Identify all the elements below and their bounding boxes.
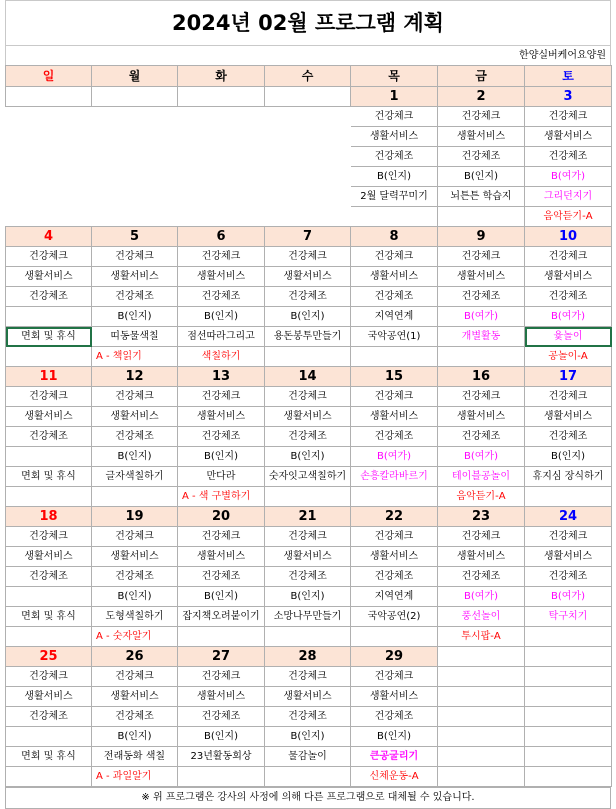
program-row (6, 467, 612, 487)
program-cell[interactable]: 생활서비스 (265, 407, 351, 427)
program-cell[interactable]: 건강체조 (6, 707, 92, 727)
date-cell[interactable]: 25 (6, 647, 92, 667)
program-cell[interactable] (525, 727, 612, 747)
program-cell[interactable]: 건강체조 (6, 427, 92, 447)
program-cell[interactable] (438, 667, 525, 687)
program-cell[interactable]: 건강체크 (525, 247, 612, 267)
program-cell[interactable] (92, 187, 178, 207)
program-cell[interactable]: 건강체조 (265, 567, 351, 587)
program-cell[interactable]: 건강체크 (525, 387, 612, 407)
program-cell[interactable] (6, 487, 92, 507)
weekday-header-mon[interactable]: 월 (92, 66, 178, 87)
program-cell[interactable] (351, 627, 438, 647)
program-cell[interactable]: A - 색 구별하기 (178, 487, 265, 507)
program-cell[interactable]: A - 과일알기 (92, 767, 178, 787)
program-cell[interactable] (265, 767, 351, 787)
program-cell[interactable]: 건강체크 (92, 527, 178, 547)
program-row (6, 107, 612, 127)
program-row (6, 707, 612, 727)
program-cell[interactable]: 건강체크 (92, 387, 178, 407)
program-cell[interactable] (525, 487, 612, 507)
program-cell[interactable]: 용돈봉투만들기 (265, 327, 351, 347)
date-cell[interactable]: 28 (265, 647, 351, 667)
program-row (6, 667, 612, 687)
program-cell[interactable]: 생활서비스 (351, 687, 438, 707)
program-cell[interactable]: 국악공연(1) (351, 327, 438, 347)
date-cell[interactable]: 4 (6, 227, 92, 247)
program-cell[interactable] (265, 147, 351, 167)
program-cell[interactable]: 생활서비스 (265, 687, 351, 707)
program-cell[interactable] (92, 127, 178, 147)
program-cell[interactable]: B(여가) (525, 307, 612, 327)
program-cell[interactable]: 건강체조 (351, 567, 438, 587)
schedule-sheet (5, 0, 611, 809)
date-cell[interactable] (525, 647, 612, 667)
program-cell[interactable] (178, 187, 265, 207)
weekday-header-thu[interactable]: 목 (351, 66, 438, 87)
note-table (5, 787, 611, 809)
program-cell[interactable]: 소망나무만들기 (265, 607, 351, 627)
program-row (6, 487, 612, 507)
program-cell[interactable]: B(인지) (265, 447, 351, 467)
program-cell[interactable]: 생활서비스 (351, 267, 438, 287)
date-cell[interactable]: 6 (178, 227, 265, 247)
date-cell[interactable]: 15 (351, 367, 438, 387)
program-cell[interactable]: 건강체조 (265, 287, 351, 307)
program-cell[interactable]: 윷놀이 (525, 327, 612, 347)
date-cell[interactable] (6, 87, 92, 107)
program-cell[interactable]: 생활서비스 (438, 407, 525, 427)
date-cell[interactable]: 24 (525, 507, 612, 527)
program-cell[interactable] (92, 207, 178, 227)
program-row (6, 167, 612, 187)
program-cell[interactable]: 생활서비스 (178, 687, 265, 707)
date-row (6, 647, 612, 667)
program-cell[interactable] (178, 167, 265, 187)
date-cell[interactable]: 18 (6, 507, 92, 527)
program-cell[interactable]: 건강체조 (92, 427, 178, 447)
program-cell[interactable]: B(인지) (525, 447, 612, 467)
program-cell[interactable]: 건강체크 (178, 387, 265, 407)
program-cell[interactable]: 건강체조 (525, 427, 612, 447)
program-cell[interactable]: 생활서비스 (438, 547, 525, 567)
program-cell[interactable] (265, 167, 351, 187)
program-cell[interactable]: 색칠하기 (178, 347, 265, 367)
date-cell[interactable]: 20 (178, 507, 265, 527)
program-cell[interactable]: 23년활동회상 (178, 747, 265, 767)
program-cell[interactable]: 건강체크 (525, 527, 612, 547)
date-cell[interactable]: 1 (351, 87, 438, 107)
weekday-header-tue[interactable]: 화 (178, 66, 265, 87)
program-cell[interactable]: 면회 및 휴식 (6, 467, 92, 487)
program-cell[interactable] (438, 347, 525, 367)
date-cell[interactable]: 22 (351, 507, 438, 527)
program-row (6, 287, 612, 307)
program-cell[interactable] (6, 347, 92, 367)
program-cell[interactable] (6, 767, 92, 787)
program-cell[interactable]: 물감놀이 (265, 747, 351, 767)
program-cell[interactable] (178, 147, 265, 167)
program-cell[interactable] (351, 347, 438, 367)
program-cell[interactable]: 건강체조 (265, 427, 351, 447)
program-cell[interactable]: 생활서비스 (178, 267, 265, 287)
program-cell[interactable]: 건강체조 (265, 707, 351, 727)
program-cell[interactable]: 뇌튼튼 학습지 (438, 187, 525, 207)
program-cell[interactable]: 생활서비스 (92, 267, 178, 287)
program-cell[interactable] (265, 347, 351, 367)
program-cell[interactable] (6, 147, 92, 167)
program-cell[interactable]: 건강체크 (351, 667, 438, 687)
program-cell[interactable]: 생활서비스 (525, 267, 612, 287)
program-row (6, 747, 612, 767)
date-cell[interactable] (265, 87, 351, 107)
program-cell[interactable]: 전래동화 색칠 (92, 747, 178, 767)
program-cell[interactable]: 건강체조 (438, 287, 525, 307)
program-cell[interactable] (6, 207, 92, 227)
program-cell[interactable]: 생활서비스 (6, 267, 92, 287)
program-cell[interactable]: 큰공굴리기 (351, 747, 438, 767)
program-cell[interactable] (525, 767, 612, 787)
program-cell[interactable] (351, 487, 438, 507)
program-cell[interactable]: 건강체크 (6, 527, 92, 547)
date-cell[interactable]: 9 (438, 227, 525, 247)
date-row (6, 227, 612, 247)
date-cell[interactable]: 29 (351, 647, 438, 667)
program-row (6, 307, 612, 327)
program-cell[interactable]: 건강체크 (92, 247, 178, 267)
program-cell[interactable]: 건강체조 (351, 147, 438, 167)
date-cell[interactable]: 5 (92, 227, 178, 247)
date-cell[interactable]: 12 (92, 367, 178, 387)
program-cell[interactable]: B(인지) (265, 307, 351, 327)
program-cell[interactable] (6, 627, 92, 647)
program-cell[interactable]: B(여가) (438, 447, 525, 467)
program-cell[interactable] (92, 107, 178, 127)
date-cell[interactable] (92, 87, 178, 107)
program-row (6, 447, 612, 467)
program-cell[interactable]: 생활서비스 (178, 547, 265, 567)
program-cell[interactable]: B(인지) (178, 447, 265, 467)
program-cell[interactable]: 생활서비스 (351, 407, 438, 427)
program-cell[interactable] (178, 127, 265, 147)
program-cell[interactable] (525, 687, 612, 707)
program-cell[interactable]: B(여가) (438, 307, 525, 327)
program-cell[interactable]: 건강체조 (351, 287, 438, 307)
date-cell[interactable]: 27 (178, 647, 265, 667)
program-cell[interactable]: B(인지) (178, 587, 265, 607)
program-cell[interactable]: 건강체조 (525, 567, 612, 587)
program-cell[interactable] (525, 707, 612, 727)
program-cell[interactable]: 건강체조 (92, 567, 178, 587)
program-cell[interactable]: B(인지) (92, 307, 178, 327)
date-cell[interactable] (438, 647, 525, 667)
program-cell[interactable]: 생활서비스 (438, 267, 525, 287)
date-cell[interactable]: 16 (438, 367, 525, 387)
program-row (6, 127, 612, 147)
program-cell[interactable] (265, 487, 351, 507)
program-cell[interactable]: 건강체크 (351, 247, 438, 267)
program-cell[interactable]: B(인지) (265, 727, 351, 747)
program-cell[interactable]: 건강체크 (351, 527, 438, 547)
organization-name[interactable]: 한양실버케어요양원 (5, 45, 611, 65)
program-cell[interactable]: 공놀이-A (525, 347, 612, 367)
program-row (6, 207, 612, 227)
program-cell[interactable]: 휴지심 장식하기 (525, 467, 612, 487)
program-cell[interactable]: 건강체조 (178, 427, 265, 447)
date-cell[interactable]: 17 (525, 367, 612, 387)
program-cell[interactable]: 생활서비스 (525, 127, 612, 147)
program-cell[interactable]: 생활서비스 (92, 407, 178, 427)
date-row (6, 367, 612, 387)
program-cell[interactable]: 생활서비스 (438, 127, 525, 147)
program-cell[interactable]: A - 책읽기 (92, 347, 178, 367)
program-cell[interactable]: 건강체조 (92, 287, 178, 307)
program-cell[interactable]: B(인지) (178, 727, 265, 747)
program-cell[interactable] (178, 767, 265, 787)
program-cell[interactable]: B(인지) (92, 447, 178, 467)
program-cell[interactable]: B(인지) (92, 587, 178, 607)
footnote[interactable]: ※ 위 프로그램은 강사의 사정에 의해 다른 프로그램으로 대체될 수 있습니다. (6, 788, 611, 809)
program-cell[interactable]: 건강체크 (351, 387, 438, 407)
program-cell[interactable]: 만다라 (178, 467, 265, 487)
program-cell[interactable]: B(인지) (265, 587, 351, 607)
program-cell[interactable] (92, 147, 178, 167)
program-cell[interactable] (525, 667, 612, 687)
program-row (6, 567, 612, 587)
program-cell[interactable] (438, 727, 525, 747)
program-cell[interactable]: 건강체크 (438, 247, 525, 267)
date-cell[interactable]: 10 (525, 227, 612, 247)
program-cell[interactable]: 개별활동 (438, 327, 525, 347)
program-cell[interactable]: 숫자잇고색칠하기 (265, 467, 351, 487)
program-cell[interactable] (178, 107, 265, 127)
program-cell[interactable]: B(여가) (525, 167, 612, 187)
program-cell[interactable] (6, 307, 92, 327)
program-cell[interactable]: 도형색칠하기 (92, 607, 178, 627)
program-cell[interactable]: 생활서비스 (178, 407, 265, 427)
program-cell[interactable] (438, 207, 525, 227)
page-title[interactable]: 2024년 02월 프로그램 계획 (5, 0, 611, 45)
program-cell[interactable]: 생활서비스 (525, 407, 612, 427)
program-cell[interactable]: 건강체조 (92, 707, 178, 727)
program-cell[interactable]: B(여가) (525, 587, 612, 607)
program-row (6, 587, 612, 607)
program-cell[interactable]: 건강체크 (6, 667, 92, 687)
date-cell[interactable]: 3 (525, 87, 612, 107)
program-cell[interactable] (6, 727, 92, 747)
program-cell[interactable]: 생활서비스 (265, 267, 351, 287)
program-cell[interactable]: 신체운동-A (351, 767, 438, 787)
date-row (6, 87, 612, 107)
program-cell[interactable] (438, 687, 525, 707)
program-row (6, 547, 612, 567)
weekday-header-fri[interactable]: 금 (438, 66, 525, 87)
program-cell[interactable]: 생활서비스 (351, 127, 438, 147)
program-cell[interactable]: 건강체조 (178, 707, 265, 727)
program-cell[interactable]: 건강체크 (6, 247, 92, 267)
program-cell[interactable]: 건강체크 (265, 387, 351, 407)
program-cell[interactable] (6, 587, 92, 607)
program-cell[interactable]: 투시팝-A (438, 627, 525, 647)
program-cell[interactable]: B(여가) (438, 587, 525, 607)
program-cell[interactable]: 건강체크 (438, 527, 525, 547)
program-cell[interactable]: 풍선놀이 (438, 607, 525, 627)
program-row (6, 727, 612, 747)
program-cell[interactable]: 지역연계 (351, 587, 438, 607)
program-cell[interactable]: 건강체크 (178, 527, 265, 547)
program-cell[interactable] (265, 207, 351, 227)
program-row (6, 387, 612, 407)
program-cell[interactable]: 건강체크 (525, 107, 612, 127)
program-cell[interactable] (265, 107, 351, 127)
program-cell[interactable] (6, 447, 92, 467)
program-row (6, 147, 612, 167)
program-cell[interactable]: 건강체크 (351, 107, 438, 127)
program-cell[interactable]: 생활서비스 (265, 547, 351, 567)
program-cell[interactable] (438, 707, 525, 727)
program-cell[interactable]: 생활서비스 (92, 687, 178, 707)
program-row (6, 767, 612, 787)
weekday-header-wed[interactable]: 수 (265, 66, 351, 87)
program-cell[interactable]: B(인지) (178, 307, 265, 327)
program-cell[interactable]: 건강체조 (438, 427, 525, 447)
program-cell[interactable] (6, 167, 92, 187)
date-cell[interactable]: 11 (6, 367, 92, 387)
program-cell[interactable]: 생활서비스 (6, 407, 92, 427)
program-row (6, 627, 612, 647)
program-cell[interactable]: 건강체크 (265, 247, 351, 267)
program-cell[interactable]: 2월 달력꾸미기 (351, 187, 438, 207)
program-cell[interactable]: 생활서비스 (6, 687, 92, 707)
program-cell[interactable] (265, 187, 351, 207)
program-cell[interactable]: 글자색칠하기 (92, 467, 178, 487)
program-cell[interactable] (438, 767, 525, 787)
program-cell[interactable]: A - 숫자알기 (92, 627, 178, 647)
date-cell[interactable]: 7 (265, 227, 351, 247)
program-cell[interactable]: 생활서비스 (525, 547, 612, 567)
program-cell[interactable] (178, 627, 265, 647)
program-cell[interactable]: 면회 및 휴식 (6, 607, 92, 627)
date-row (6, 507, 612, 527)
program-cell[interactable]: 잡지책오려붙이기 (178, 607, 265, 627)
program-cell[interactable]: 건강체조 (178, 287, 265, 307)
program-row (6, 327, 612, 347)
program-cell[interactable] (351, 207, 438, 227)
program-cell[interactable]: 건강체조 (6, 567, 92, 587)
schedule-table (5, 65, 612, 787)
program-cell[interactable] (6, 127, 92, 147)
program-cell[interactable]: 국악공연(2) (351, 607, 438, 627)
program-row (6, 527, 612, 547)
program-cell[interactable]: 건강체크 (92, 667, 178, 687)
program-cell[interactable]: 건강체조 (6, 287, 92, 307)
program-cell[interactable]: 건강체크 (438, 107, 525, 127)
program-cell[interactable]: 건강체조 (351, 427, 438, 447)
program-cell[interactable] (92, 487, 178, 507)
date-cell[interactable]: 23 (438, 507, 525, 527)
program-row (6, 267, 612, 287)
date-cell[interactable]: 19 (92, 507, 178, 527)
weekday-header-sat[interactable]: 토 (525, 66, 612, 87)
program-cell[interactable]: B(인지) (438, 167, 525, 187)
program-cell[interactable] (525, 747, 612, 767)
program-cell[interactable] (265, 627, 351, 647)
program-cell[interactable]: 손흥칼라바르기 (351, 467, 438, 487)
program-cell[interactable]: 면회 및 휴식 (6, 747, 92, 767)
program-cell[interactable] (178, 207, 265, 227)
program-cell[interactable]: 건강체조 (525, 287, 612, 307)
program-cell[interactable]: 건강체조 (178, 567, 265, 587)
program-cell[interactable]: 탁구치기 (525, 607, 612, 627)
program-row (6, 407, 612, 427)
program-cell[interactable]: 면회 및 휴식 (6, 327, 92, 347)
date-cell[interactable]: 8 (351, 227, 438, 247)
program-cell[interactable]: 건강체크 (178, 667, 265, 687)
program-cell[interactable]: 테이블공놀이 (438, 467, 525, 487)
date-cell[interactable] (178, 87, 265, 107)
program-cell[interactable]: 건강체크 (265, 667, 351, 687)
program-cell[interactable]: 음악듣기-A (438, 487, 525, 507)
date-cell[interactable]: 13 (178, 367, 265, 387)
program-cell[interactable]: B(인지) (92, 727, 178, 747)
program-cell[interactable]: 건강체크 (265, 527, 351, 547)
program-cell[interactable] (6, 107, 92, 127)
program-row (6, 427, 612, 447)
program-cell[interactable]: 점선따라그리고 (178, 327, 265, 347)
program-cell[interactable]: 생활서비스 (351, 547, 438, 567)
program-cell[interactable]: 생활서비스 (92, 547, 178, 567)
date-cell[interactable]: 26 (92, 647, 178, 667)
program-cell[interactable]: 건강체크 (6, 387, 92, 407)
program-row (6, 687, 612, 707)
program-cell[interactable]: 건강체조 (438, 147, 525, 167)
program-cell[interactable]: 건강체크 (178, 247, 265, 267)
program-row (6, 607, 612, 627)
program-cell[interactable]: B(인지) (351, 727, 438, 747)
program-cell[interactable]: 생활서비스 (6, 547, 92, 567)
program-cell[interactable] (525, 627, 612, 647)
program-cell[interactable]: B(인지) (351, 167, 438, 187)
program-cell[interactable]: 음악듣기-A (525, 207, 612, 227)
program-cell[interactable] (6, 187, 92, 207)
program-row (6, 187, 612, 207)
date-cell[interactable]: 14 (265, 367, 351, 387)
program-cell[interactable]: 띠동물색칠 (92, 327, 178, 347)
date-cell[interactable]: 2 (438, 87, 525, 107)
program-cell[interactable] (265, 127, 351, 147)
date-cell[interactable]: 21 (265, 507, 351, 527)
program-cell[interactable]: 건강체조 (525, 147, 612, 167)
program-row (6, 247, 612, 267)
program-cell[interactable]: 건강체크 (438, 387, 525, 407)
program-cell[interactable] (92, 167, 178, 187)
program-cell[interactable] (438, 747, 525, 767)
program-cell[interactable]: 그리던지기 (525, 187, 612, 207)
weekday-header-row (6, 66, 612, 87)
program-cell[interactable]: 건강체조 (351, 707, 438, 727)
program-cell[interactable]: 지역연계 (351, 307, 438, 327)
weekday-header-sun[interactable]: 일 (6, 66, 92, 87)
program-cell[interactable]: B(여가) (351, 447, 438, 467)
program-cell[interactable]: 건강체조 (438, 567, 525, 587)
program-row (6, 347, 612, 367)
